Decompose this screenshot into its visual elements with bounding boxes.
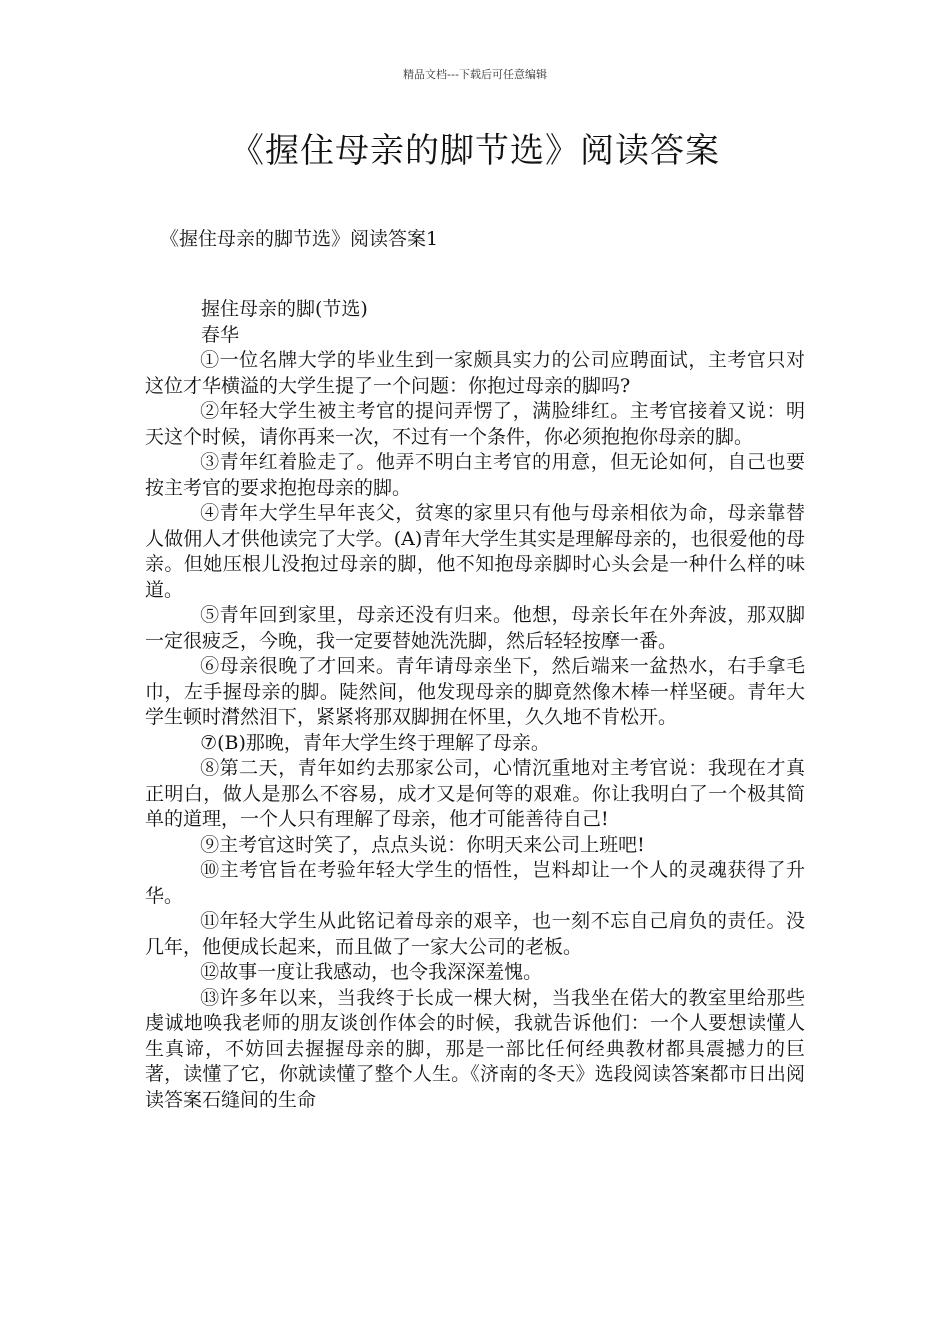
paragraph-3: ③青年红着脸走了。他弄不明白主考官的用意，但无论如何，自己也要按主考官的要求抱抱母亲的脚。 — [145, 451, 805, 499]
section-title: 《握住母亲的脚节选》阅读答案1 — [160, 228, 439, 250]
paragraph-6: ⑥母亲很晚了才回来。青年请母亲坐下，然后端来一盆热水，右手拿毛巾，左手握母亲的脚。陡然间，他发现母亲的脚竟然像木棒一样坚硬。青年大学生顿时潸然泪下，紧紧将那双脚拥在怀里，久久地不肯松开。 — [145, 655, 805, 728]
paragraph-13: ⑬许多年以来，当我终于长成一棵大树，当我坐在偌大的教室里给那些虔诚地唤我老师的朋友谈创作体会的时候，我就告诉他们：一个人要想读懂人生真谛，不妨回去握握母亲的脚，那是一部比任何经典教材都具震撼力的巨著，读懂了它，你就读懂了整个人生。《济南的冬天》选段阅读答案都市日出阅读答案石缝间的生命 — [145, 986, 805, 1111]
paragraph-1: ①一位名牌大学的毕业生到一家颇具实力的公司应聘面试，主考官只对这位才华横溢的大学生提了一个问题：你抱过母亲的脚吗? — [145, 349, 805, 397]
article-title: 握住母亲的脚(节选) — [201, 298, 368, 320]
paragraph-9: ⑨主考官这时笑了，点点头说：你明天来公司上班吧! — [200, 833, 645, 856]
paragraph-8: ⑧第二天，青年如约去那家公司，心情沉重地对主考官说：我现在才真正明白，做人是那么不容易，成才又是何等的艰难。你让我明白了一个极其简单的道理，一个人只有理解了母亲，他才可能善待自己! — [145, 757, 805, 830]
article-body — [145, 297, 805, 1113]
page-header-watermark: 精品文档---下载后可任意编辑 — [403, 68, 547, 81]
paragraph-4: ④青年大学生早年丧父，贫寒的家里只有他与母亲相依为命，母亲靠替人做佣人才供他读完了大学。(A)青年大学生其实是理解母亲的，也很爱他的母亲。但她压根儿没抱过母亲的脚，他不知抱母亲脚时心头会是一种什么样的味道。 — [145, 502, 805, 601]
article-author: 春华 — [201, 323, 240, 346]
paragraph-10: ⑩主考官旨在考验年轻大学生的悟性，岂料却让一个人的灵魂获得了升华。 — [145, 859, 805, 907]
document-title: 《握住母亲的脚节选》阅读答案 — [230, 131, 720, 171]
paragraph-7: ⑦(B)那晚，青年大学生终于理解了母亲。 — [200, 731, 550, 754]
paragraph-12: ⑫故事一度让我感动，也令我深深羞愧。 — [200, 961, 543, 983]
paragraph-2: ②年轻大学生被主考官的提问弄愣了，满脸绯红。主考官接着又说：明天这个时候，请你再来一次，不过有一个条件，你必须抱抱你母亲的脚。 — [145, 400, 805, 448]
paragraph-5: ⑤青年回到家里，母亲还没有归来。他想，母亲长年在外奔波，那双脚一定很疲乏，今晚，我一定要替她洗洗脚，然后轻轻按摩一番。 — [145, 604, 805, 652]
paragraph-11: ⑪年轻大学生从此铭记着母亲的艰辛，也一刻不忘自己肩负的责任。没几年，他便成长起来，而且做了一家大公司的老板。 — [145, 910, 805, 958]
